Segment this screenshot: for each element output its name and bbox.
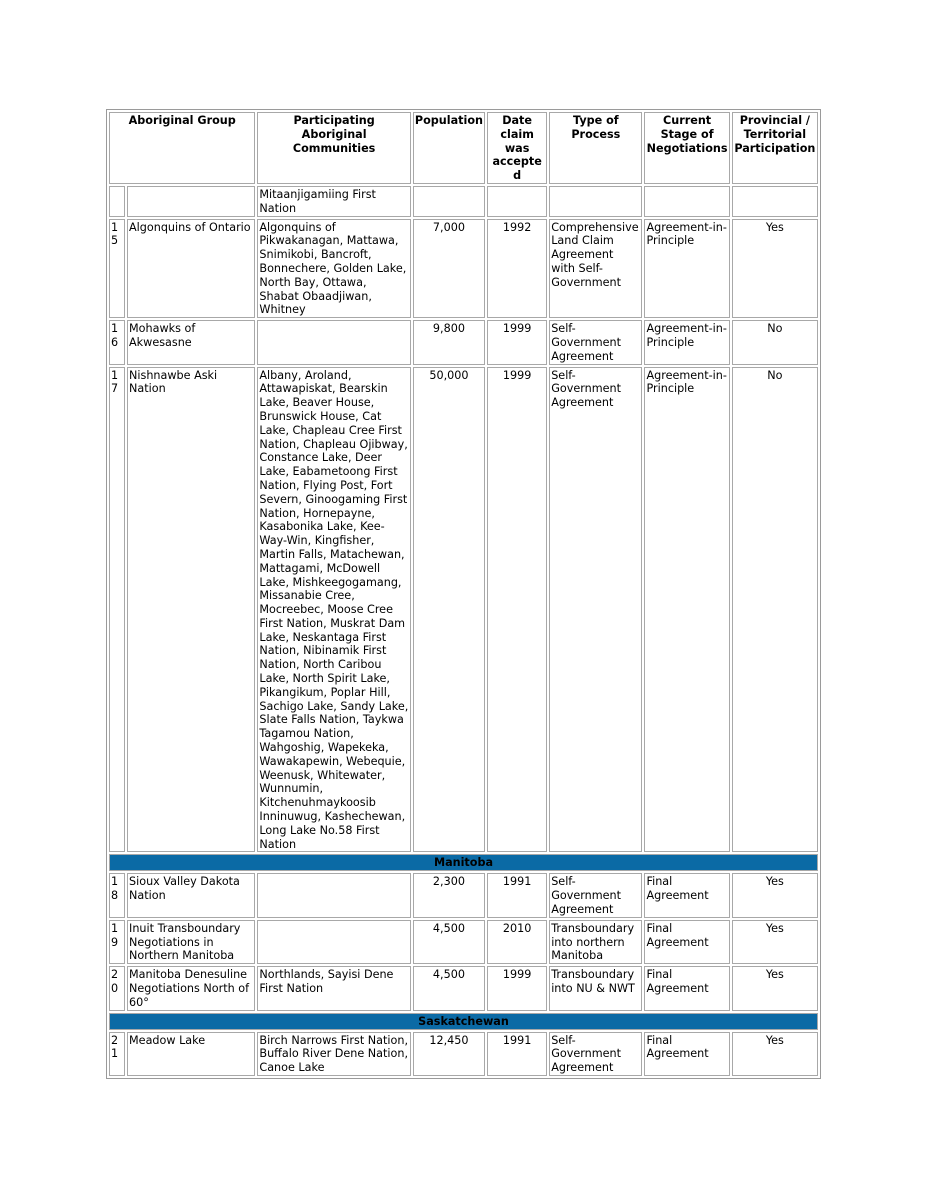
communities-cell: Northlands, Sayisi Dene First Nation [257, 966, 410, 1010]
table-row [109, 320, 818, 364]
date-cell: 1992 [487, 219, 547, 319]
row-number-cell: 19 [109, 920, 125, 964]
population-cell: 7,000 [413, 219, 485, 319]
row-number-cell: 17 [109, 367, 125, 853]
header-row [109, 112, 818, 184]
region-label: Manitoba [109, 854, 818, 871]
group-cell: Meadow Lake [127, 1032, 255, 1076]
process-cell [549, 186, 642, 217]
table-row [109, 219, 818, 319]
population-cell [413, 186, 485, 217]
row-number-cell: 15 [109, 219, 125, 319]
population-cell: 4,500 [413, 966, 485, 1010]
process-cell: Comprehensive Land Claim Agreement with Self-Government [549, 219, 642, 319]
stage-cell: Final Agreement [644, 920, 729, 964]
header-date-accepted: Date claim was accepted [487, 112, 547, 184]
stage-cell: Final Agreement [644, 966, 729, 1010]
date-cell: 1999 [487, 367, 547, 853]
communities-cell [257, 873, 410, 917]
date-cell: 1991 [487, 873, 547, 917]
population-cell: 12,450 [413, 1032, 485, 1076]
table-row [109, 920, 818, 964]
row-number-cell: 20 [109, 966, 125, 1010]
region-label: Saskatchewan [109, 1013, 818, 1030]
participation-cell: Yes [732, 1032, 818, 1076]
date-cell: 2010 [487, 920, 547, 964]
row-number-cell [109, 186, 125, 217]
row-number-cell: 18 [109, 873, 125, 917]
group-cell: Inuit Transboundary Negotiations in Northern Manitoba [127, 920, 255, 964]
process-cell: Self-Government Agreement [549, 873, 642, 917]
participation-cell: No [732, 320, 818, 364]
population-cell: 4,500 [413, 920, 485, 964]
participation-cell: Yes [732, 219, 818, 319]
process-cell: Transboundary into NU & NWT [549, 966, 642, 1010]
group-cell: Manitoba Denesuline Negotiations North of 60° [127, 966, 255, 1010]
population-cell: 50,000 [413, 367, 485, 853]
row-number-cell: 16 [109, 320, 125, 364]
table-row-continuation [109, 186, 818, 217]
group-cell: Sioux Valley Dakota Nation [127, 873, 255, 917]
table-row [109, 873, 818, 917]
communities-cell [257, 920, 410, 964]
row-number-cell: 21 [109, 1032, 125, 1076]
date-cell [487, 186, 547, 217]
table-row [109, 367, 818, 853]
communities-cell [257, 320, 410, 364]
participation-cell: Yes [732, 920, 818, 964]
communities-cell: Algonquins of Pikwakanagan, Mattawa, Snimikobi, Bancroft, Bonnechere, Golden Lake, North Bay, Ottawa, Shabat Obaadjiwan, Whitney [257, 219, 410, 319]
land-claims-table [106, 109, 821, 1079]
stage-cell: Agreement-in-Principle [644, 320, 729, 364]
date-cell: 1999 [487, 966, 547, 1010]
group-cell [127, 186, 255, 217]
date-cell: 1991 [487, 1032, 547, 1076]
participation-cell: Yes [732, 873, 818, 917]
stage-cell: Agreement-in-Principle [644, 367, 729, 853]
participation-cell: Yes [732, 966, 818, 1010]
communities-cell: Albany, Aroland, Attawapiskat, Bearskin Lake, Beaver House, Brunswick House, Cat Lake, Chapleau Cree First Nation, Chapleau Ojibway, Constance Lake, Deer Lake, Eabametoong First Nation, Flying Post, Fort Severn, Ginoogaming First Nation, Hornepayne, Kasabonika Lake, Kee-Way-Win, Kingfisher, Martin Falls, Matachewan, Mattagami, McDowell Lake, Mishkeegogamang, Missanabie Cree, Mocreebec, Moose Cree First Nation, Muskrat Dam Lake, Neskantaga First Nation, Nibinamik First Nation, North Caribou Lake, North Spirit Lake, Pikangikum, Poplar Hill, Sachigo Lake, Sandy Lake, Slate Falls Nation, Taykwa Tagamou Nation, Wahgoshig, Wapekeka, Wawakapewin, Webequie, Weenusk, Whitewater, Wunnumin, Kitchenuhmaykoosib Inninuwug, Kashechewan, Long Lake No.58 First Nation [257, 367, 410, 853]
process-cell: Self-Government Agreement [549, 1032, 642, 1076]
population-cell: 9,800 [413, 320, 485, 364]
communities-cell: Birch Narrows First Nation, Buffalo River Dene Nation, Canoe Lake [257, 1032, 410, 1076]
stage-cell: Agreement-in-Principle [644, 219, 729, 319]
header-provincial-participation: Provincial / Territorial Participation [732, 112, 818, 184]
process-cell: Self-Government Agreement [549, 320, 642, 364]
participation-cell [732, 186, 818, 217]
process-cell: Self-Government Agreement [549, 367, 642, 853]
region-header-saskatchewan [109, 1013, 818, 1030]
header-aboriginal-group: Aboriginal Group [109, 112, 255, 184]
date-cell: 1999 [487, 320, 547, 364]
header-population: Population [413, 112, 485, 184]
stage-cell [644, 186, 729, 217]
group-cell: Nishnawbe Aski Nation [127, 367, 255, 853]
group-cell: Algonquins of Ontario [127, 219, 255, 319]
stage-cell: Final Agreement [644, 1032, 729, 1076]
communities-cell: Mitaanjigamiing First Nation [257, 186, 410, 217]
region-header-manitoba [109, 854, 818, 871]
table-row [109, 1032, 818, 1076]
header-participating-communities: Participating Aboriginal Communities [257, 112, 410, 184]
table-row [109, 966, 818, 1010]
process-cell: Transboundary into northern Manitoba [549, 920, 642, 964]
header-stage-of-negotiations: Current Stage of Negotiations [644, 112, 729, 184]
stage-cell: Final Agreement [644, 873, 729, 917]
header-type-of-process: Type of Process [549, 112, 642, 184]
group-cell: Mohawks of Akwesasne [127, 320, 255, 364]
participation-cell: No [732, 367, 818, 853]
population-cell: 2,300 [413, 873, 485, 917]
